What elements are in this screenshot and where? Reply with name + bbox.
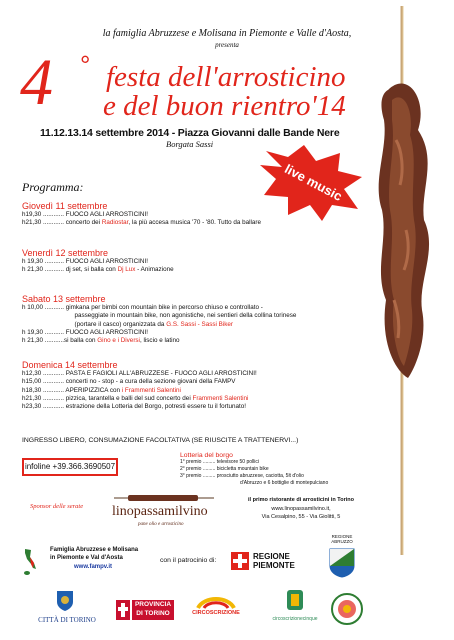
- regione-abruzzo-logo: [320, 534, 364, 584]
- presenta-text: presenta: [215, 41, 239, 49]
- regione-piemonte-logo: [231, 550, 303, 572]
- abruzzo-shield-icon: [329, 548, 355, 578]
- day-title: Sabato 13 settembre: [22, 294, 106, 304]
- ristorante-line3: Via Cesalpino, 55 - Via Giolitti, 5: [261, 514, 341, 520]
- schedule-line: (portare il casco) organizzata da G.S. Sassi - Sassi Biker: [22, 320, 234, 328]
- day-domenica: [22, 360, 342, 411]
- edition-ordinal: °: [80, 50, 91, 80]
- day-giovedi: [22, 201, 342, 228]
- provincia-line2: DI TORINO: [136, 610, 170, 617]
- circoscrizione-text: CIRCOSCRIZIONE: [192, 610, 240, 616]
- lotteria-prize: 2° premio ......... bicicletta mountain bike: [180, 466, 269, 472]
- sponsor-label: Sponsor delle serate: [30, 503, 84, 510]
- famiglia-logo: [22, 545, 152, 579]
- schedule-line: h19,30 ............ FUOCO AGLI ARROSTICINI!: [22, 211, 148, 218]
- italy-map-icon: [22, 547, 38, 577]
- piemonte-flag-icon: [231, 552, 249, 570]
- lotteria-title: Lotteria del borgo: [180, 452, 233, 459]
- schedule-line: h18,30 ............ APERIPIZZICA con i Frammenti Salentini: [22, 386, 181, 394]
- provincia-cross-icon: [116, 600, 130, 620]
- circoscrizione-cinque-icon: [285, 588, 305, 612]
- artist-name: Radiostar: [101, 219, 129, 227]
- artist-name: Gino e i Diversi: [97, 337, 140, 345]
- ristorante-line1: il primo ristorante di arrosticini in Torino: [248, 497, 354, 503]
- torino-logo: [30, 590, 104, 630]
- day-title: Domenica 14 settembre: [22, 360, 118, 370]
- schedule-line: passeggiate in mountain bike, non agonistiche, nei sentieri della collina torinese: [22, 312, 297, 320]
- live-music-text: live music: [282, 161, 345, 204]
- lotteria-prize: 1° premio ......... televisore 50 pollici: [180, 459, 259, 465]
- torino-shield-icon: [56, 590, 74, 612]
- schedule-line: h15,00 ............ concerti no - stop - a cura della sezione giovani della FAMPV: [22, 378, 236, 386]
- famiglia-name-1: Famiglia Abruzzese e Molisana: [50, 547, 139, 553]
- artist-name: i Frammenti Salentini: [121, 386, 181, 394]
- famiglia-url: www.fampv.it: [74, 564, 113, 570]
- torino-text: CITTÀ DI TORINO: [38, 616, 96, 624]
- programma-label: Programma:: [22, 180, 84, 194]
- schedule-line: h12,30 ............ PASTA E FAGIOLI ALL'ABRUZZESE - FUOCO AGLI ARROSTICINI!: [22, 370, 257, 377]
- sponsor-tagline: pane olio e arrosticino: [138, 522, 184, 527]
- infoline-box: infoline +39.366.3690507: [22, 458, 118, 476]
- organizer-name: G.S. Sassi - Sassi Biker: [166, 320, 234, 328]
- day-title: Giovedì 11 settembre: [22, 201, 108, 211]
- arrosticino-logo-icon: [108, 492, 220, 502]
- artist-name: Frammenti Salentini: [192, 394, 249, 402]
- schedule-line: h 10,00 ........... gimkana per bimbi con mountain bike in percorso chiuso e controllato -: [22, 304, 263, 311]
- schedule-line: h 21,30 ...........si balla con Gino e i Diversi, liscio e latino: [22, 337, 180, 345]
- day-title: Venerdì 12 settembre: [22, 248, 109, 258]
- date-place: 11.12.13.14 settembre 2014 - Piazza Giovanni dalle Bande Nere: [40, 127, 340, 139]
- schedule-line: h 19,30 ........... FUOCO AGLI ARROSTICINI!: [22, 328, 148, 336]
- day-venerdi: [22, 248, 342, 275]
- schedule-line: h 19,30 ........... FUOCO AGLI ARROSTICINI!: [22, 258, 148, 265]
- provincia-logo: [116, 598, 174, 624]
- ingresso-notice: INGRESSO LIBERO, CONSUMAZIONE FACOLTATIVA (SE RIUSCITE A TRATTENERVI...): [22, 437, 299, 444]
- lotteria-prize: 3° premio ......... prosciutto abruzzese, caciotta, 5lt d'olio: [180, 473, 304, 479]
- circoscrizione-logo: [188, 594, 244, 626]
- edition-number: 4: [20, 46, 53, 119]
- regione-piemonte-text: REGIONE PIEMONTE: [253, 552, 295, 570]
- sponsor-logo: [108, 492, 220, 532]
- schedule-line: h23,30 ............ estrazione della Lotteria del Borgo, potresti essere tu il fortunato!: [22, 403, 247, 411]
- arrosticino-skewer: [358, 0, 442, 560]
- artist-name: Dj Lux: [117, 266, 136, 274]
- day-sabato: [22, 294, 342, 345]
- organizer-line: la famiglia Abruzzese e Molisana in Piemonte e Valle d'Aosta,: [102, 28, 352, 39]
- provincia-line1: PROVINCIA: [134, 601, 172, 608]
- schedule-line: h 21,30 ........... dj set, si balla con Dj Lux - Animazione: [22, 266, 174, 274]
- ristorante-info: [226, 497, 376, 520]
- round-emblem-icon: [330, 592, 364, 626]
- schedule-line: h21,30 ............ pizzica, tarantella e balli del sud concerto dei Frammenti Salentini: [22, 394, 249, 402]
- circoscrizione-cinque-text: circoscrizionecinque: [272, 616, 318, 622]
- sponsor-logo-text: linopassamilvino: [112, 504, 208, 519]
- regione-abruzzo-text: REGIONE ABRUZZO: [331, 534, 353, 544]
- circoscrizione-cinque-logo: [264, 588, 326, 628]
- famiglia-name-2: in Piemonte e Val d'Aosta: [50, 555, 123, 561]
- title-line-2: e del buon rientro'14: [103, 90, 346, 122]
- borgata-text: Borgata Sassi: [166, 139, 214, 149]
- title-line-1: festa dell'arrosticino: [106, 61, 346, 93]
- patrocinio-label: con il patrocinio di:: [160, 557, 217, 564]
- schedule-line: h21,30 ............ concerto dei Radiostar, la più accesa musica '70 - '80. Tutto da ballare: [22, 219, 262, 227]
- lotteria-section: [180, 452, 360, 487]
- lotteria-prize: d'Abruzzo e 6 bottiglie di montepulciano: [240, 480, 329, 486]
- circoscrizione-icon: [196, 594, 236, 610]
- provincia-text: [132, 600, 174, 620]
- ristorante-line2: www.linopassamilvino.it,: [271, 506, 331, 512]
